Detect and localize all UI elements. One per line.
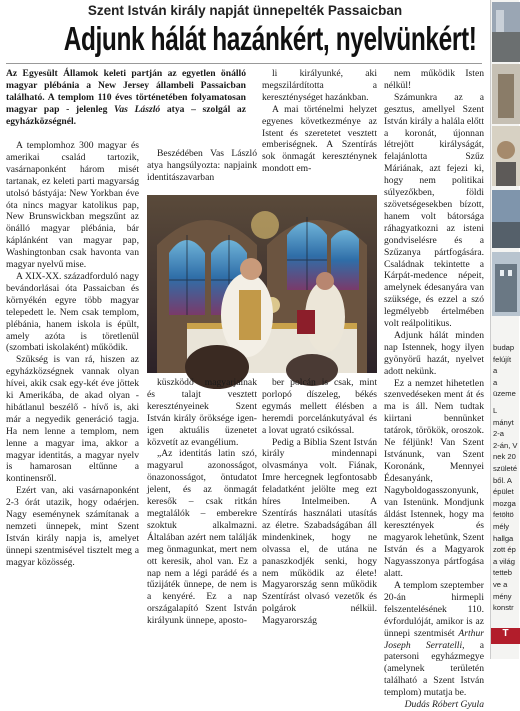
column-4: [384, 68, 484, 711]
body-paragraph: Ez a nemzet hihetetlen szenvedéseken ment át és ma is áll. Nem tudtak kiirtani bennünket tatárok, törökök, oroszok. Ne féljünk! Van Szent Istvánunk, van Szent Koronánk, Mennyei Édesanyánk, Nagyboldogasszonyunk, van Istenünk. Mondjunk áldást Istennek, hogy ma keresztények és magyarok lehetünk, Szent István és a Magyarok Nagyasszonya pártfogása alatt.: [384, 377, 484, 580]
article-headline: Adjunk hálát hazánkért, nyelvünkért!: [63, 20, 477, 57]
body-paragraph: ber polcán is csak, mint porlopó díszeleg, békés egymás mellett élésben a heremdi porcelánkutyával és a lovat ugrató csikóssal.: [262, 377, 377, 436]
body-paragraph: Adjunk hálát minden nap Istennek, hogy ilyen gyönyörű hazát, nyelvet adott nekünk.: [384, 329, 484, 377]
photo-image: [147, 195, 377, 373]
adjacent-text-line: L: [493, 406, 498, 415]
adjacent-text-line: üzeme: [493, 389, 516, 399]
adjacent-text-line: hallga: [493, 533, 514, 543]
adjacent-text-line: mányt: [493, 417, 514, 427]
body-paragraph: Pedig a Biblia Szent István király mindennapi olvasmánya volt. Fiának, Imre hercegnek legfontosabb feladatként jelölte meg ezt híres Intelmeiben. A Szentírás használati utasítás az életre. Szabadságában áll mindenkinek, hogy ne olvassa el, de utána ne panaszkodjék senki, hogy nem működik az élete! Magyarország senn működik Szentírást olvasó vezetők és polgárok nélkül. Magyarország: [262, 436, 377, 627]
body-paragraph: li királyunké, aki megszilárdította a kereszténységet hazánkban.: [262, 68, 377, 103]
adjacent-text-mid: [493, 342, 516, 400]
column-2-bottom: [147, 377, 257, 627]
body-paragraph: A templomhoz 300 magyar és amerikai család tartozik, vasárnaponként három misét tartanak, ez keleti parti magyarság utolsó bástyája: New Yorkban éve óta nincs magyar katolikus pap, New Brunswickban megszűnt az önálló magyar plébánia, bár káplánként van magyar pap, Washingtonban csak havonta van magyar nyelvű mise.: [6, 140, 139, 271]
body-paragraph: Számunkra az a gesztus, amellyel Szent István király a halála előtt a koronát, újonnan létrejött királyságát, felajánlotta Szűz Máriának, azt fejezi ki, hogy nem politikai súlyezőkben, földi szövetségesekben bízott, hanem volt bátorsága ráhagyatkozni az isteni gondviselésre és a Szűzanya pártfogására. Családnak tekintette a Kárpát-medence népeit, amelynek édesanyára van szüksége, és ezzel a szó legmélyebb értelmében volt reálpolitikus.: [384, 91, 484, 330]
article-lead: [6, 68, 246, 128]
adjacent-text-line: 2-án, V: [493, 440, 518, 450]
body-paragraph: A templom szeptember 20-án hirmepli felszentelésének 110. évfordulóját, amikor is az ünnepi szentmisét Arthur Joseph Serratelli, a patersoni egyházmegye (amelynek területén található a Szent István templom) mutatja be.: [384, 579, 484, 699]
lead-text-end: atya – szolgál az egyházközségnél.: [6, 104, 246, 127]
body-paragraph: nem működik Isten nélkül!: [384, 68, 484, 91]
adjacent-text-line: mény: [493, 591, 512, 601]
adjacent-photo-4: [492, 190, 520, 248]
body-paragraph: Szükség is van rá, hiszen az egyházközségnek vannak olyan hívei, akik csak egy-két éve jöttek ki Amerikába, de akad olyan - hibátlanul beszélő - hívő is, aki már a negyedik generáció tagja. Ha nem lenne a templom, nem lenne a magyar ima, akkor a magyar identitás, a magyar nyelv is hamarosan eltűnne a kontinensről.: [6, 354, 139, 485]
adjacent-text-line: születé: [493, 463, 518, 473]
adjacent-text-line: 2-a: [493, 429, 504, 439]
church-mass-photo: [147, 195, 377, 373]
adjacent-text-line: ből. A: [493, 475, 512, 485]
adjacent-text-line: tetteb: [493, 568, 512, 578]
body-paragraph: A mai történelmi helyzet egyenes következménye az Istent és szeretetet vesztett emberiségnek. A Szentírás sok önmagát kereszténynek mondott em-: [262, 103, 377, 175]
body-paragraph: Ezért van, aki vasárnaponként 2-3 órát utazik, hogy odaérjen. Nagy eseménynek számítanak a nemzeti ünnepek, mint Szent István király napja is, amelyet ünnepi szentmisével tisztelt meg a magyar közösség.: [6, 485, 139, 568]
adjacent-text-line: a: [493, 377, 498, 387]
column-2-top: [147, 148, 257, 184]
body-paragraph: A XIX-XX. századforduló nagy bevándorlásai óta Passaicban és környékén egyre több magyar telepedett le. Nem csak templom, plébánia, hanem iskola is épült, amely azóta is töretlenül (szombati iskolaként) működik.: [6, 270, 139, 354]
author-signature: Dudás Róbert Gyula: [404, 699, 484, 711]
adjacent-text-line: konstr: [493, 603, 514, 613]
adjacent-text-line: a: [493, 366, 498, 376]
column-3-top: [262, 68, 377, 175]
body-paragraph: „Az identitás latin szó, magyarul azonosságot, önazonosságot, öntudatot jelent, és az önmagát keresők – csak ritkán megtalálók – emberekre szoktuk alkalmazni. Általában azért nem találják meg önmagunkat, mert nem ott keresik, ahol van. Ez a nap nem a légi parádé és a tűzijáték ünnepe, de nem is a kenyéré. Ez a nap országalapító Szent István királyunk ünnepe, aposto-: [147, 448, 257, 627]
body-paragraph: küszködő magyarjainak és talajt vesztett keresztényeinek Szent István király öröksége igen-igen aktuális üzenetet közvetít az evangélium.: [147, 377, 257, 448]
headline-rule: [6, 63, 482, 64]
body-text-end: , a patersoni egyházmegye (amelynek területén található a Szent István templom) mutatja be.: [384, 639, 484, 699]
column-3-bottom: [262, 377, 377, 627]
adjacent-text-line: a világ: [493, 556, 515, 566]
adjacent-text-line: zott ép: [493, 545, 516, 555]
bishop-name: Arthur Joseph Serratelli: [384, 627, 484, 651]
column-1: [6, 140, 139, 569]
adjacent-text-line: felújít: [493, 354, 512, 364]
body-paragraph: Beszédében Vas László atya hangsúlyozta: napjaink identitászavarban: [147, 148, 257, 183]
adjacent-photo-1: [492, 2, 520, 62]
lead-priest-name: Vas László: [114, 104, 161, 115]
adjacent-text-line: budap: [493, 343, 515, 352]
adjacent-text-line: ve a: [493, 579, 508, 589]
adjacent-text-line: fetöltö: [493, 510, 514, 520]
adjacent-text-line: mély: [493, 521, 510, 531]
article-kicker: Szent István király napját ünnepelték Passaicban: [87, 3, 403, 18]
adjacent-text-fragments: [493, 405, 517, 614]
lead-text: Az Egyesült Államok keleti partján az egyetlen önálló magyar plébánia a New Jersey állambeli Passaicban található. A templom 110 éves történetében folyamatosan magyar pap - jelenleg: [6, 68, 246, 115]
adjacent-photo-5: [492, 252, 520, 316]
adjacent-text-line: nek 20: [493, 452, 516, 462]
adjacent-text-line: épület: [493, 487, 514, 497]
adjacent-photo-3: [492, 126, 520, 186]
adjacent-text-line: mozga: [493, 498, 516, 508]
adjacent-photo-2: [492, 64, 520, 124]
adjacent-badge: T: [491, 628, 520, 644]
adjacent-page-strip: [490, 0, 519, 659]
